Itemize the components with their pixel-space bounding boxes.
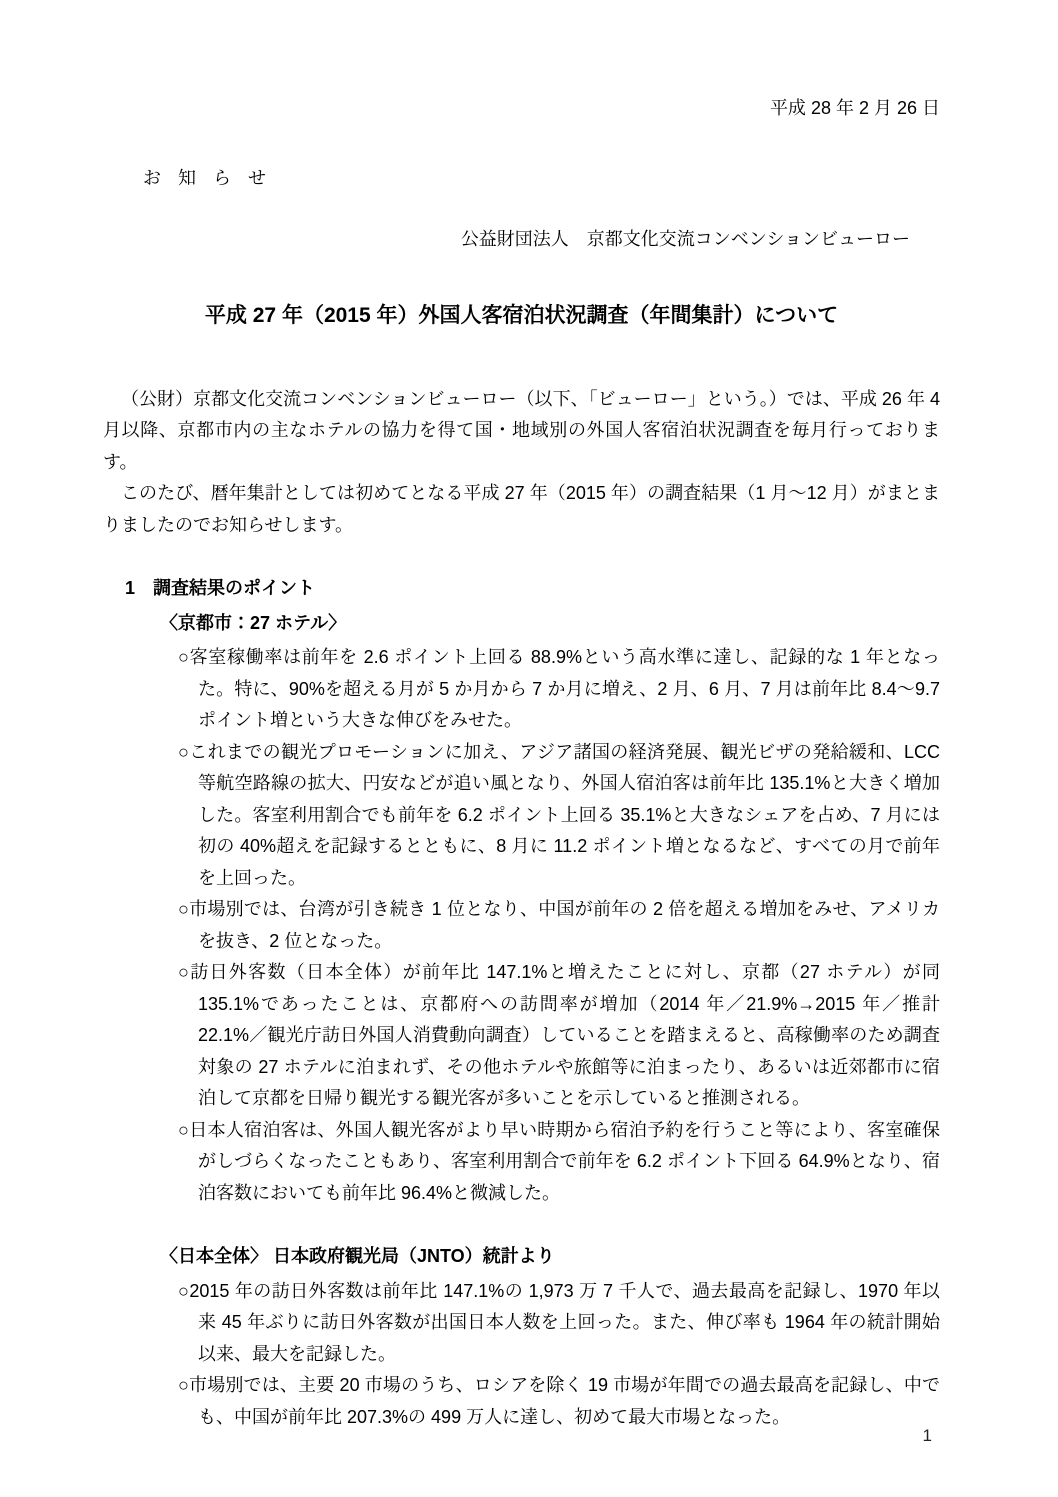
bullet-item: ○これまでの観光プロモーションに加え、アジア諸国の経済発展、観光ビザの発給緩和、LCC等航空路線の拡大、円安などが追い風となり、外国人宿泊客は前年比 135.1%と大きく増加した。客室利用割合でも前年を 6.2 ポイント上回る 35.1%と大きなシェアを占め、7 月には初の 40%超えを記録するとともに、8 月に 11.2 ポイント増となるなど、すべての月で前年を上回った。 bbox=[178, 741, 940, 888]
page-number: 1 bbox=[922, 1426, 932, 1445]
bullet-item: ○市場別では、台湾が引き続き 1 位となり、中国が前年の 2 倍を超える増加をみせ、アメリカを抜き、2 位となった。 bbox=[178, 899, 940, 951]
kyoto-bullet-list bbox=[103, 642, 940, 1209]
bullet-item: ○日本人宿泊客は、外国人観光客がより早い時期から宿泊予約を行うこと等により、客室確保がしづらくなったこともあり、客室利用割合で前年を 6.2 ポイント下回る 64.9%となり、宿泊客数においても前年比 96.4%と微減した。 bbox=[178, 1119, 940, 1203]
notice-label: お 知 ら せ bbox=[143, 167, 273, 188]
bullet-item: ○2015 年の訪日外客数は前年比 147.1%の 1,973 万 7 千人で、過去最高を記録し、1970 年以来 45 年ぶりに訪日外客数が出国日本人数を上回った。また、伸び率も 1964 年の統計開始以来、最大を記録した。 bbox=[178, 1280, 940, 1364]
bullet-item: ○市場別では、主要 20 市場のうち、ロシアを除く 19 市場が年間での過去最高を記録し、中でも、中国が前年比 207.3%の 499 万人に達し、初めて最大市場となった。 bbox=[178, 1375, 940, 1427]
organization-name: 公益財団法人 京都文化交流コンベンションビューロー bbox=[460, 229, 910, 249]
bullet-item: ○訪日外客数（日本全体）が前年比 147.1%と増えたことに対し、京都（27 ホテル）が同 135.1%であったことは、京都府への訪問率が増加（2014 年／21.9%→2015 年／推計 22.1%／観光庁訪日外国人消費動向調査）していることを踏まえると、高稼働率のため調査対象の 27 ホテルに泊まれず、その他ホテルや旅館等に泊まったり、あるいは近郊都市に宿泊して京都を日帰り観光する観光客が多いことを示していると推測される。 bbox=[178, 962, 940, 1108]
section-heading-survey-points: 1 調査結果のポイント bbox=[125, 578, 316, 598]
document-date: 平成 28 年 2 月 26 日 bbox=[769, 98, 940, 118]
subheading-japan-jnto: 〈日本全体〉 日本政府観光局（JNTO）統計より bbox=[160, 1246, 555, 1266]
intro-section bbox=[103, 384, 940, 542]
subheading-kyoto-city: 〈京都市：27 ホテル〉 bbox=[160, 612, 347, 633]
japan-bullet-list bbox=[103, 1276, 940, 1434]
document-title: 平成 27 年（2015 年）外国人客宿泊状況調査（年間集計）について bbox=[204, 303, 839, 327]
intro-paragraph: このたび、暦年集計としては初めてとなる平成 27 年（2015 年）の調査結果（1 月～12 月）がまとまりましたのでお知らせします。 bbox=[103, 483, 940, 535]
intro-paragraph: （公財）京都文化交流コンベンションビューロー（以下、「ビューロー」という。）では、平成 26 年 4 月以降、京都市内の主なホテルの協力を得て国・地域別の外国人客宿泊状況調査を毎月行っております。 bbox=[103, 388, 940, 472]
bullet-item: ○客室稼働率は前年を 2.6 ポイント上回る 88.9%という高水準に達し、記録的な 1 年となった。特に、90%を超える月が 5 か月から 7 か月に増え、2 月、6 月、7 月は前年比 8.4～9.7 ポイント増という大きな伸びをみせた。 bbox=[178, 647, 940, 730]
